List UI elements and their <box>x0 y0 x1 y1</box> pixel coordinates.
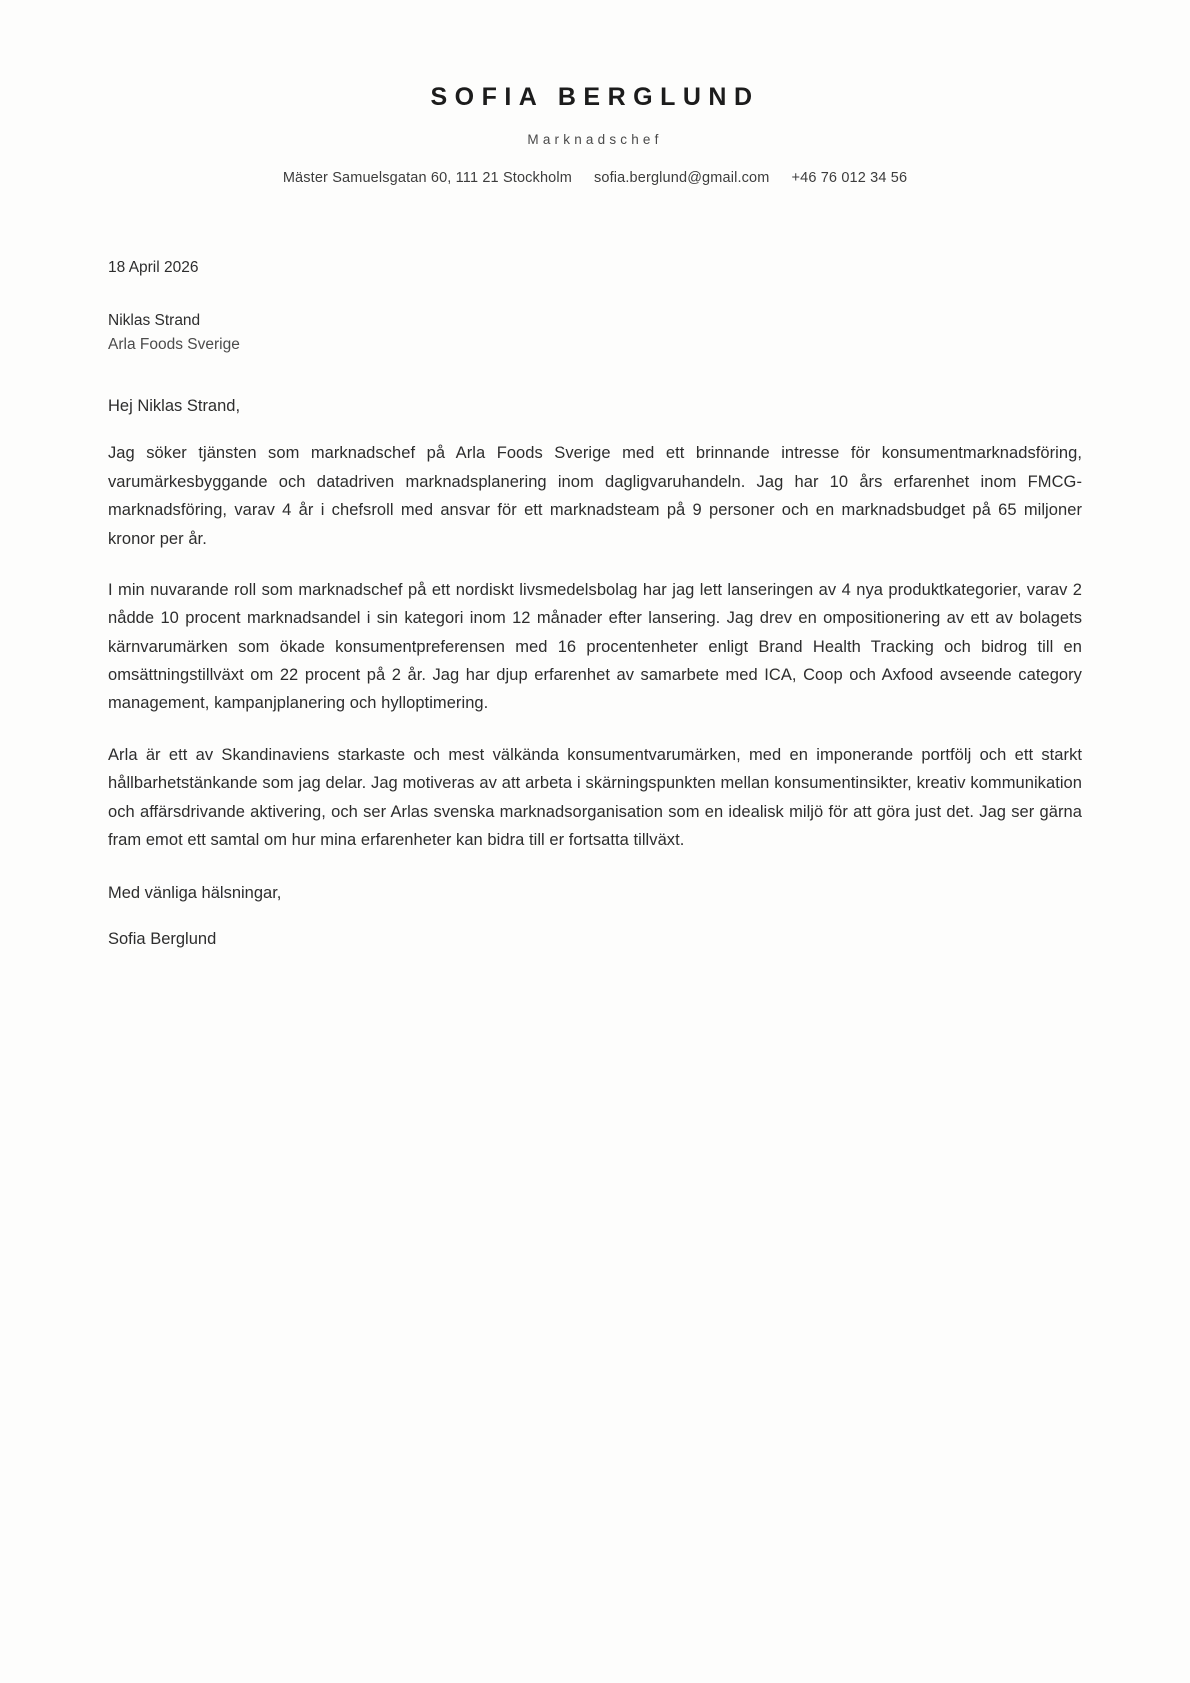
letter-paragraph-1: Jag söker tjänsten som marknadschef på Arla Foods Sverige med ett brinnande intresse för konsumentmarknadsföring, varumärkesbyggande och datadriven marknadsplanering inom dagligvaruhandeln. Jag har 10 års erfarenhet inom FMCG-marknadsföring, varav 4 år i chefsroll med ansvar för ett marknadsteam på 9 personer och en marknadsbudget på 65 miljoner kronor per år. <box>108 444 1082 548</box>
letter-body <box>108 256 1082 949</box>
letter-paragraph-3: Arla är ett av Skandinaviens starkaste och mest välkända konsumentvarumärken, med en imponerande portfölj och ett starkt hållbarhetstänkande som jag delar. Jag motiveras av att arbeta i skärningspunkten mellan konsumentinsikter, kreativ kommunikation och affärsdrivande aktivering, och ser Arlas svenska marknadsorganisation som en idealisk miljö för att göra just det. Jag ser gärna fram emot ett samtal om hur mina erfarenheter kan bidra till er fortsatta tillväxt. <box>108 745 1082 849</box>
page-title: SOFIA BERGLUND <box>430 83 760 111</box>
letterhead <box>108 0 1082 186</box>
contact-email[interactable]: sofia.berglund@gmail.com <box>594 170 770 187</box>
contact-phone: +46 76 012 34 56 <box>791 170 908 187</box>
signature-name: Sofia Berglund <box>108 930 217 949</box>
recipient-company: Arla Foods Sverige <box>108 336 240 354</box>
letter-paragraph-2: I min nuvarande roll som marknadschef på ett nordiskt livsmedelsbolag har jag lett lanseringen av 4 nya produktkategorier, varav 2 nådde 10 procent marknadsandel i sin kategori inom 12 månader efter lansering. Jag drev en ompositionering av ett av bolagets kärnvarumärken som ökade konsumentpreferensen med 16 procentenheter enligt Brand Health Tracking och bidrog till en omsättningstillväxt om 22 procent på 2 år. Jag har djup erfarenhet av samarbete med ICA, Coop och Axfood avseende category management, kampanjplanering och hylloptimering. <box>108 580 1082 713</box>
salutation: Hej Niklas Strand, <box>108 397 241 416</box>
letter-date: 18 April 2026 <box>108 259 199 277</box>
contact-line <box>108 170 1082 186</box>
closing-line: Med vänliga hälsningar, <box>108 884 282 903</box>
recipient-block <box>108 309 1082 357</box>
job-title: Marknadschef <box>527 132 663 147</box>
contact-address: Mäster Samuelsgatan 60, 111 21 Stockholm <box>282 170 572 187</box>
recipient-name: Niklas Strand <box>108 312 201 330</box>
